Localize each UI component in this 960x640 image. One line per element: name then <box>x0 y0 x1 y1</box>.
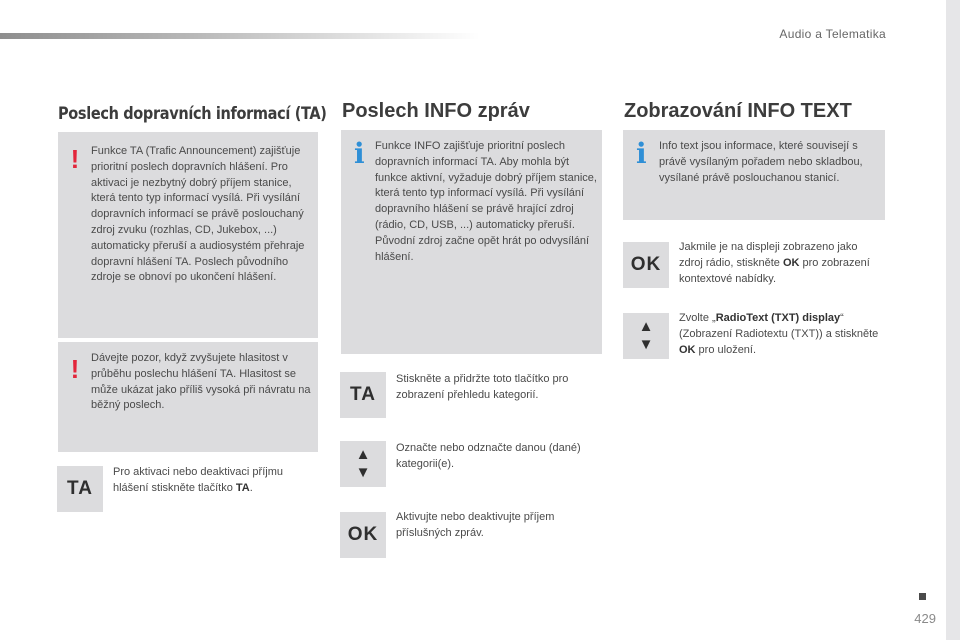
ta-button-icon <box>340 372 386 418</box>
down-arrow-icon: ▼ <box>638 336 654 353</box>
section-title-ta: Poslech dopravních informací (TA) <box>58 104 327 123</box>
note-text: Dávejte pozor, když zvyšujete hlasitost v průběhu poslechu hlášení TA. Hlasitost se může ukázat jako příliš vysoká při návratu na běžný poslech. <box>91 352 311 412</box>
ok-button-icon <box>340 512 386 558</box>
note-text: Info text jsou informace, které souvisejí s právě vysílaným pořadem nebo skladbou, vysílané právě poslouchanou stanicí. <box>659 140 863 184</box>
text-step-1: Jakmile je na displeji zobrazeno jako zdroj rádio, stiskněte OK pro zobrazení kontextové nabídky. <box>679 241 870 285</box>
info-note-info <box>341 130 602 354</box>
ok-button-label: OK <box>630 254 662 275</box>
warning-icon: ! <box>70 354 80 384</box>
warning-icon: ! <box>70 144 80 174</box>
section-title-infotext: Zobrazování INFO TEXT <box>624 100 852 122</box>
info-step-1: Stiskněte a přidržte toto tlačítko pro zobrazení přehledu kategorií. <box>396 373 569 401</box>
info-icon: i <box>354 137 365 170</box>
ok-button-icon <box>623 242 669 288</box>
ta-button-label: TA <box>67 478 93 499</box>
text-step-2: Zvolte „RadioText (TXT) display“ (Zobrazení Radiotextu (TXT)) a stiskněte OK pro uložení. <box>679 312 879 356</box>
page-number: 429 <box>914 611 936 626</box>
info-icon: i <box>636 137 647 170</box>
warning-note-ta <box>58 132 318 338</box>
info-note-text <box>623 130 885 220</box>
ta-instruction: Pro aktivaci nebo deaktivaci příjmu hlášení stiskněte tlačítko TA. <box>113 466 283 494</box>
up-down-buttons-icon <box>623 313 669 359</box>
info-step-3: Aktivujte nebo deaktivujte příjem příslušných zpráv. <box>396 511 555 539</box>
ok-button-label: OK <box>347 524 379 545</box>
warning-note-volume <box>58 342 318 452</box>
note-text: Funkce TA (Trafic Announcement) zajišťuje prioritní poslech dopravních hlášení. Pro aktivaci je nezbytný dobrý příjem stanice, která tento typ informací vysílá. Při vysílání dopravních informací se právě poslouchaný zdroj zvuku (rozhlas, CD, Jukebox, ...) automaticky přeruší a audiosystém přehraje dopravní hlášení TA. Poslech původního zdroje se obnoví po ukončení hlášení. <box>91 145 305 284</box>
up-down-buttons-icon <box>340 441 386 487</box>
down-arrow-icon: ▼ <box>355 464 371 481</box>
page-marker <box>919 593 926 600</box>
up-arrow-icon: ▲ <box>355 446 371 463</box>
info-step-2: Označte nebo odznačte danou (dané) kategorii(e). <box>396 442 581 470</box>
section-title-info: Poslech INFO zpráv <box>342 100 530 122</box>
note-text: Funkce INFO zajišťuje prioritní poslech dopravních informací TA. Aby mohla být funkce aktivní, vyžaduje dobrý příjem stanice, která tento typ informací vysílá. Při vysílání dopravního hlášení se právě hrající zdroj (rádio, CD, USB, ...) automaticky přeruší. Původní zdroj začne opět hrát po odvysílání hlášení. <box>375 140 597 263</box>
chapter-title: Audio a Telematika <box>779 27 886 41</box>
ta-button-label: TA <box>350 384 376 405</box>
up-arrow-icon: ▲ <box>638 318 654 335</box>
page-edge-tab <box>946 0 960 640</box>
header-gradient-bar <box>0 33 480 39</box>
ta-button-icon <box>57 466 103 512</box>
